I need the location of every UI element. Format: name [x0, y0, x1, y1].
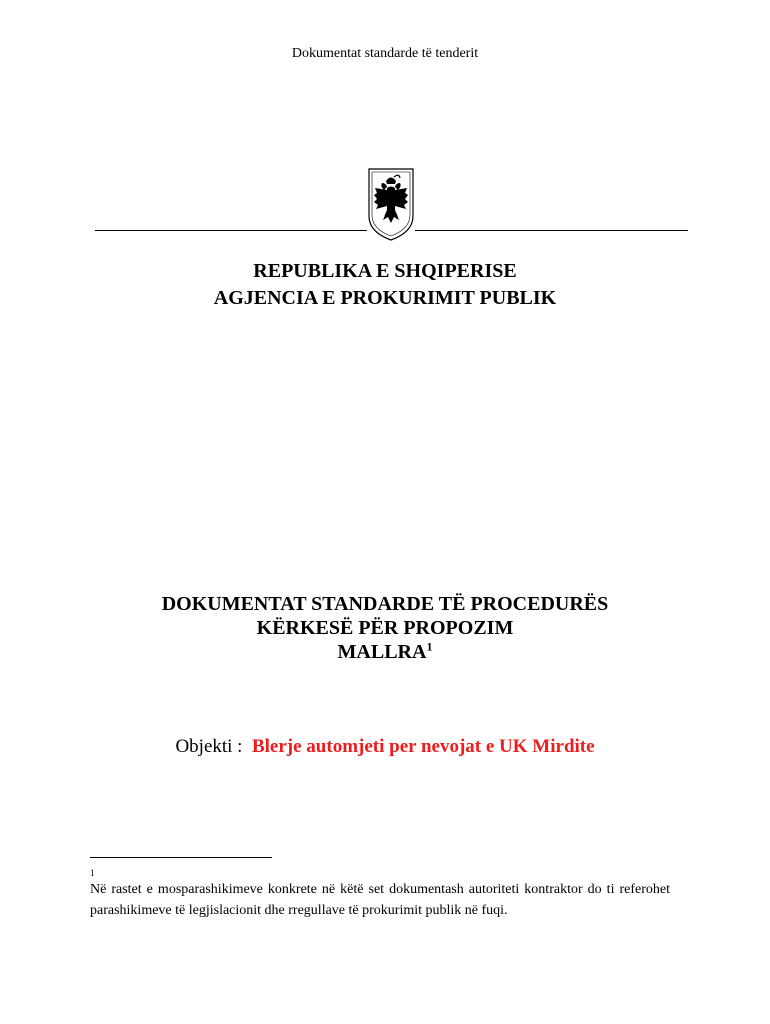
document-title-mallra: MALLRA	[337, 641, 427, 663]
document-title-line-3	[0, 640, 770, 664]
footnote-marker: 1	[90, 868, 95, 878]
header-rule-right	[415, 230, 688, 231]
document-title-line-2: KËRKESË PËR PROPOZIM	[256, 617, 514, 639]
footnote-reference: 1	[426, 639, 433, 654]
footnote-text: Në rastet e mosparashikimeve konkrete në këtë set dokumentash autoriteti kontraktor do ti referohet parashikimeve të legjislacionit dhe rregullave të prokurimit publik në fuqi.	[90, 882, 670, 918]
document-title-line-1: DOKUMENTAT STANDARDE TË PROCEDURËS	[161, 593, 609, 615]
objekti-value: Blerje automjeti per nevojat e UK Mirdite	[251, 736, 595, 757]
institution-line-1: REPUBLIKA E SHQIPERISE	[253, 260, 517, 282]
running-header: Dokumentat standarde të tenderit	[291, 46, 479, 61]
institution-line-2: AGJENCIA E PROKURIMIT PUBLIK	[213, 287, 557, 309]
albanian-coat-of-arms-icon	[366, 166, 416, 242]
document-title	[0, 592, 770, 664]
footnote-separator	[90, 857, 272, 858]
institution-heading	[0, 258, 770, 312]
objekti-line	[0, 736, 770, 758]
objekti-label: Objekti :	[175, 736, 243, 757]
header-rule-left	[95, 230, 367, 231]
